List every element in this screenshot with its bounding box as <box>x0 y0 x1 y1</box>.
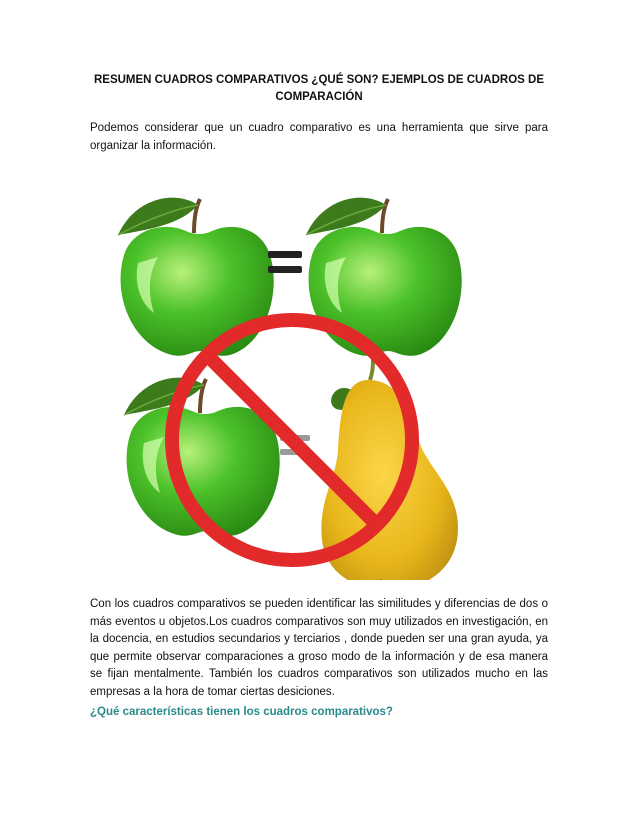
equals-icon <box>268 251 302 273</box>
intro-paragraph: Podemos considerar que un cuadro comparativo es una herramienta que sirve para organizar la información. <box>90 122 548 152</box>
body-paragraph: Con los cuadros comparativos se pueden identificar las similitudes y diferencias de dos o más eventos u objetos.Los cuadros comparativos son muy utilizados en investigación, en la docencia, en estudios secundarios y terciarios , donde pueden ser una gran ayuda, ya que permite observar comparaciones a groso modo de la información y de esa manera se fijan mentalmente. También los cuadros comparativos son utilizados mucho en las empresas a la hora de tomar ciertas desiciones. <box>90 598 548 698</box>
document-title: RESUMEN CUADROS COMPARATIVOS ¿QUÉ SON? EJEMPLOS DE CUADROS DE COMPARACIÓN <box>93 74 545 103</box>
comparison-figure <box>92 175 468 580</box>
section-heading: ¿Qué características tienen los cuadros comparativos? <box>90 706 393 718</box>
